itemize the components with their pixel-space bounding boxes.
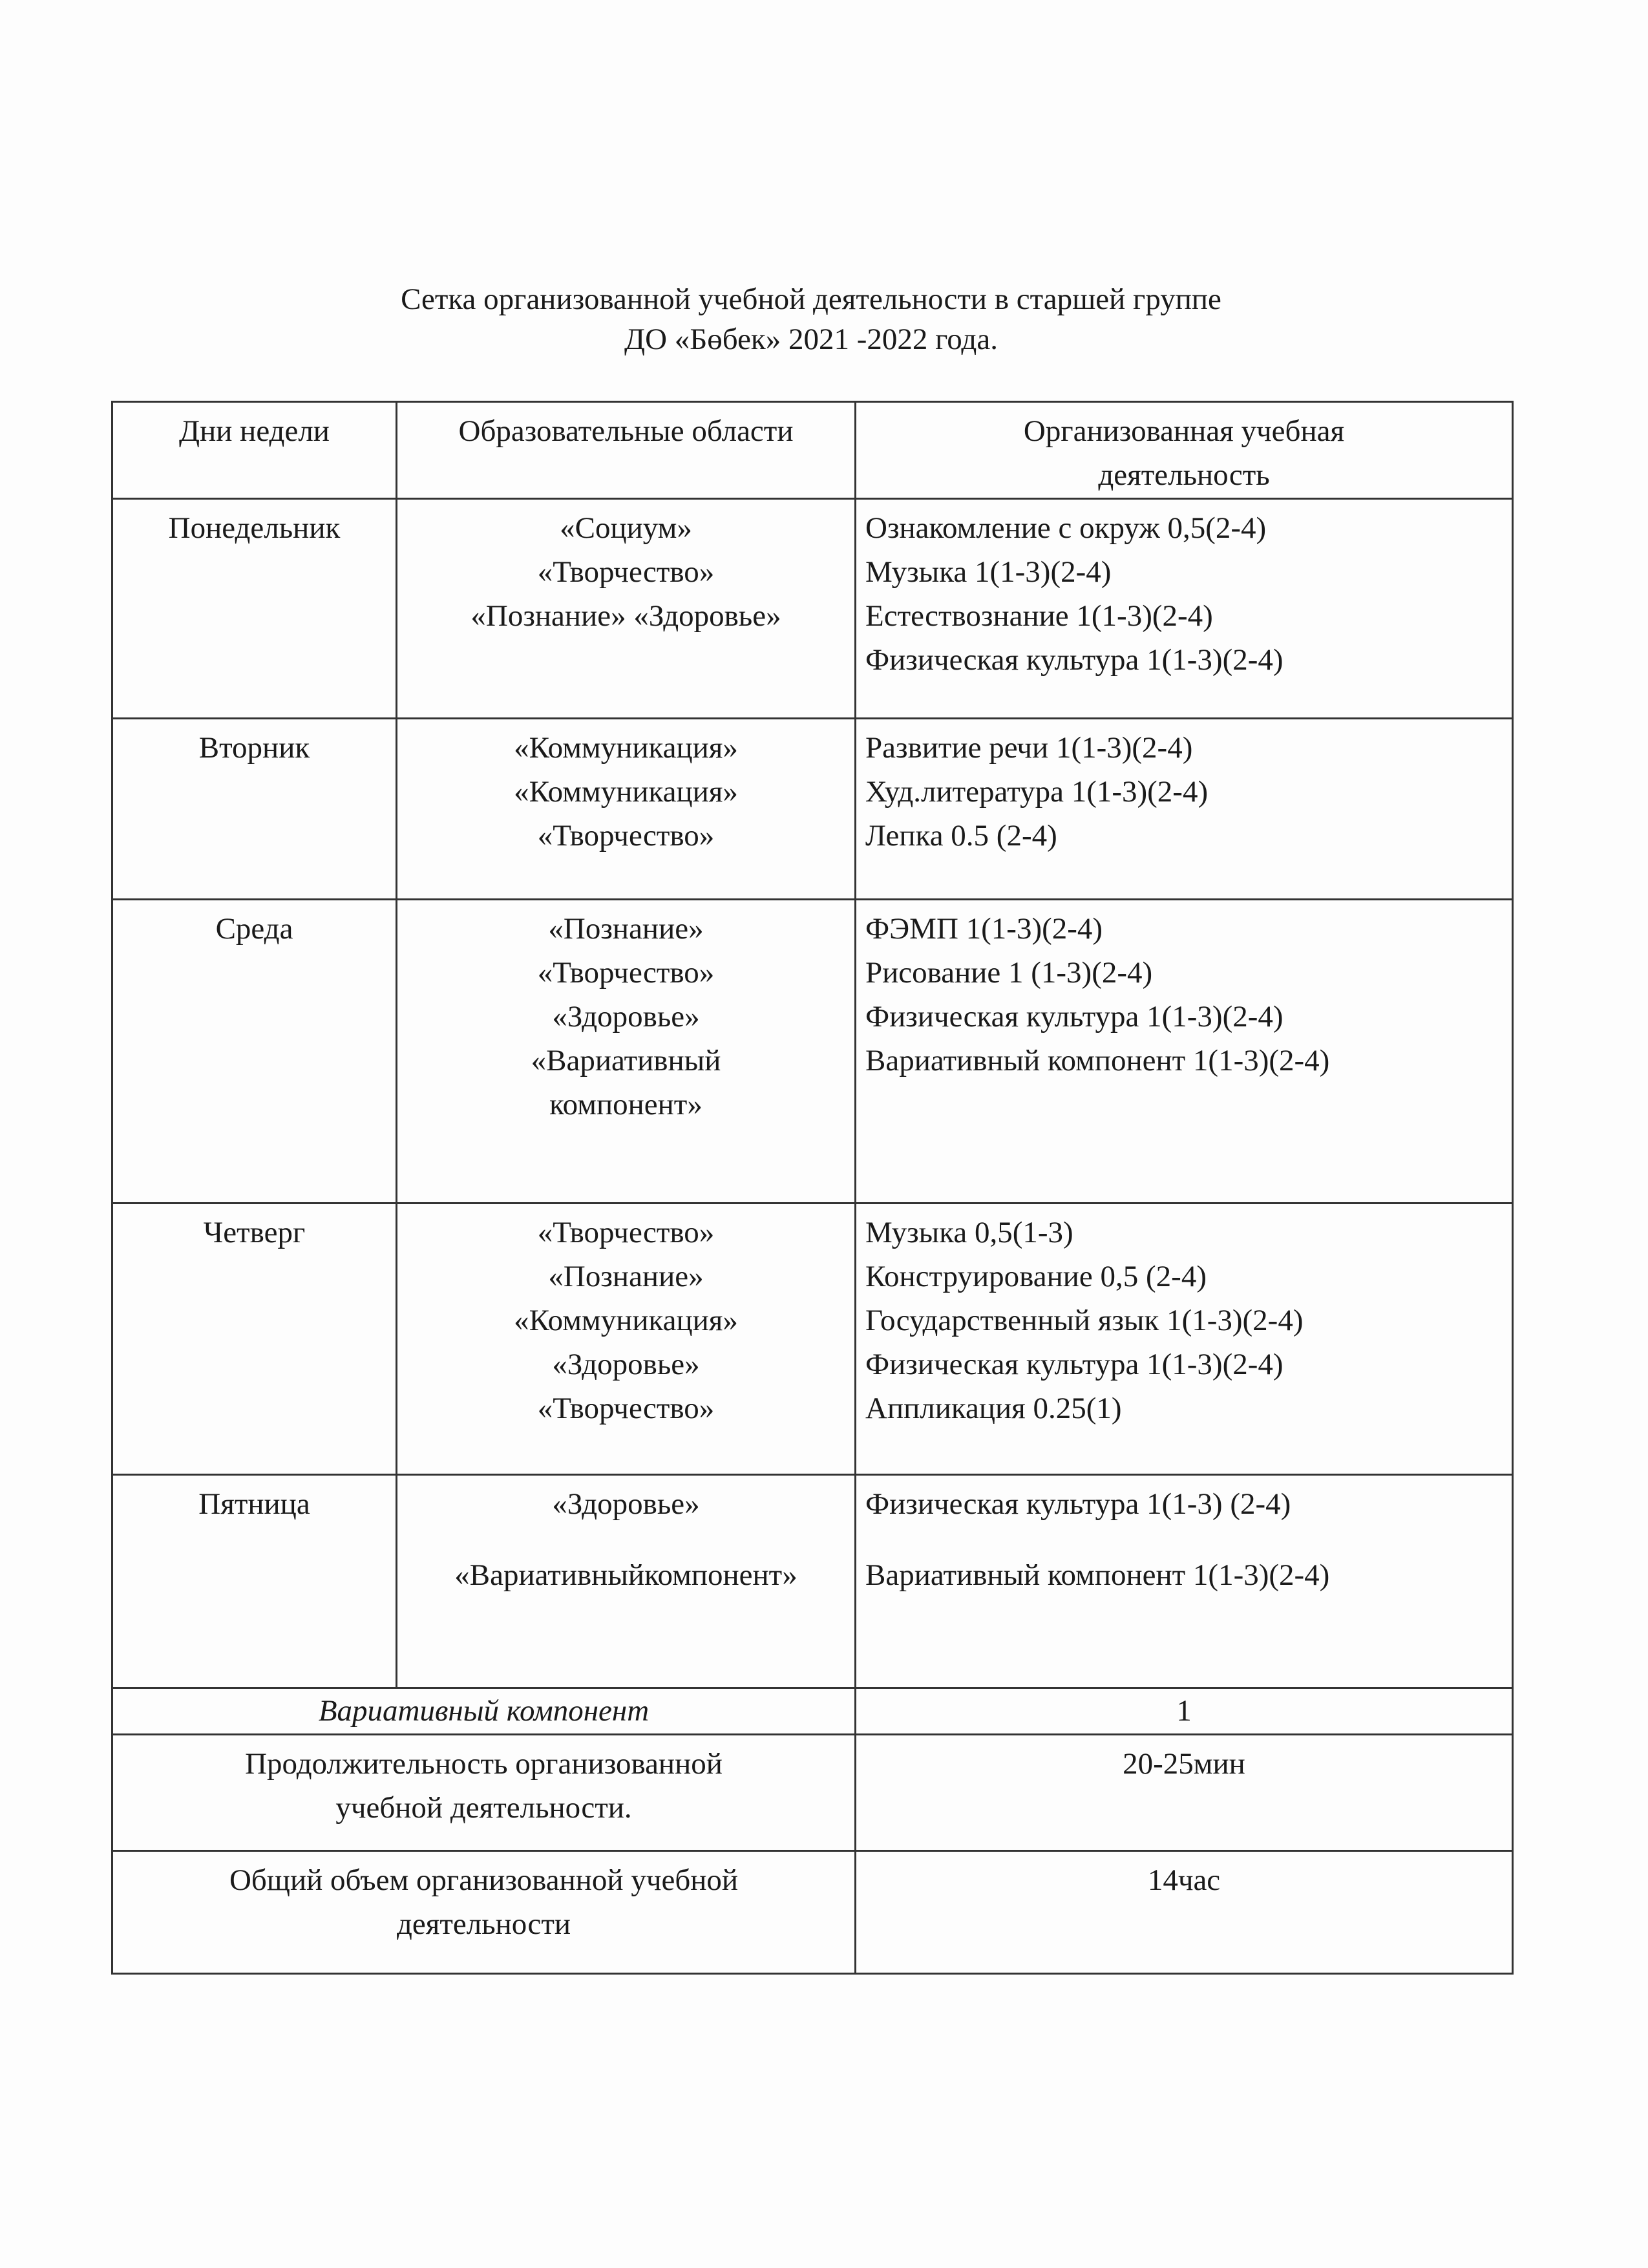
activity-item: Музыка 0,5(1-3) [865, 1216, 1073, 1249]
activity-item: Аппликация 0.25(1) [865, 1392, 1122, 1425]
header-areas: Образовательные области [397, 402, 856, 499]
activity-item: Вариативный компонент 1(1-3)(2-4) [865, 1558, 1330, 1592]
activities-cell [856, 499, 1513, 719]
areas-cell [397, 1475, 856, 1688]
spacer [407, 1526, 845, 1553]
table-row-tuesday [112, 719, 1513, 900]
activities-cell [856, 1475, 1513, 1688]
area-item: «Познание» «Здоровье» [470, 599, 781, 633]
activity-item: Конструирование 0,5 (2-4) [865, 1260, 1207, 1293]
summary-label-line-1: Общий объем организованной учебной [229, 1863, 739, 1897]
activity-item: Физическая культура 1(1-3)(2-4) [865, 1000, 1284, 1033]
header-activity-line-1: Организованная учебная [1023, 414, 1345, 448]
activity-item: ФЭМП 1(1-3)(2-4) [865, 912, 1103, 946]
summary-value: 14час [856, 1851, 1513, 1974]
summary-value: 1 [856, 1688, 1513, 1735]
day-cell: Среда [112, 900, 397, 1203]
summary-row-duration [112, 1735, 1513, 1851]
areas-cell [397, 499, 856, 719]
activity-item: Физическая культура 1(1-3)(2-4) [865, 1348, 1284, 1381]
table-row-friday [112, 1475, 1513, 1688]
activity-item: Естествознание 1(1-3)(2-4) [865, 599, 1213, 633]
area-item: «Творчество» [537, 956, 715, 990]
activities-cell [856, 719, 1513, 900]
areas-cell [397, 719, 856, 900]
activities-cell [856, 900, 1513, 1203]
day-cell: Четверг [112, 1203, 397, 1475]
title-line-2: ДО «Бөбек» 2021 -2022 года. [624, 323, 998, 356]
header-activity [856, 402, 1513, 499]
table-row-monday [112, 499, 1513, 719]
activity-item: Музыка 1(1-3)(2-4) [865, 555, 1112, 589]
area-item: «Творчество» [537, 1216, 715, 1249]
area-item: «Творчество» [537, 555, 715, 589]
header-days: Дни недели [112, 402, 397, 499]
activity-item: Ознакомление с окруж 0,5(2-4) [865, 511, 1267, 545]
area-item: «Здоровье» [552, 1487, 700, 1521]
table-header-row [112, 402, 1513, 499]
day-cell: Пятница [112, 1475, 397, 1688]
title-line-1: Сетка организованной учебной деятельности в старшей группе [401, 282, 1221, 316]
spacer [865, 1526, 1503, 1553]
activity-item: Физическая культура 1(1-3)(2-4) [865, 643, 1284, 677]
activity-item: Вариативный компонент 1(1-3)(2-4) [865, 1044, 1330, 1077]
summary-label-line-2: учебной деятельности. [335, 1791, 632, 1825]
area-item: «Коммуникация» [514, 775, 738, 809]
area-item: «Познание» [548, 912, 704, 946]
area-item: «Творчество» [537, 819, 715, 853]
summary-row-variative [112, 1688, 1513, 1735]
day-cell: Понедельник [112, 499, 397, 719]
header-activity-line-2: деятельность [1098, 458, 1270, 492]
area-item: «Социум» [560, 511, 692, 545]
area-item: «Коммуникация» [514, 731, 738, 765]
activity-item: Физическая культура 1(1-3) (2-4) [865, 1487, 1291, 1521]
area-item: «Здоровье» [552, 1348, 700, 1381]
table-row-thursday [112, 1203, 1513, 1475]
activity-item: Рисование 1 (1-3)(2-4) [865, 956, 1153, 990]
summary-label-line-1: Продолжительность организованной [245, 1747, 723, 1781]
summary-label: Вариативный компонент [112, 1688, 856, 1735]
areas-cell [397, 1203, 856, 1475]
area-item: «Коммуникация» [514, 1304, 738, 1337]
summary-row-total [112, 1851, 1513, 1974]
activity-item: Лепка 0.5 (2-4) [865, 819, 1057, 853]
document-title [0, 279, 1622, 359]
summary-label [112, 1735, 856, 1851]
areas-cell [397, 900, 856, 1203]
area-item: «Вариативныйкомпонент» [454, 1558, 798, 1592]
area-item: компонент» [549, 1088, 703, 1121]
activity-item: Государственный язык 1(1-3)(2-4) [865, 1304, 1304, 1337]
area-item: «Здоровье» [552, 1000, 700, 1033]
area-item: «Вариативный [531, 1044, 721, 1077]
summary-label [112, 1851, 856, 1974]
area-item: «Творчество» [537, 1392, 715, 1425]
summary-value: 20-25мин [856, 1735, 1513, 1851]
summary-label-line-2: деятельности [396, 1907, 571, 1941]
area-item: «Познание» [548, 1260, 704, 1293]
schedule-table [111, 401, 1514, 1975]
activities-cell [856, 1203, 1513, 1475]
activity-item: Развитие речи 1(1-3)(2-4) [865, 731, 1193, 765]
table-row-wednesday [112, 900, 1513, 1203]
day-cell: Вторник [112, 719, 397, 900]
activity-item: Худ.литература 1(1-3)(2-4) [865, 775, 1209, 809]
